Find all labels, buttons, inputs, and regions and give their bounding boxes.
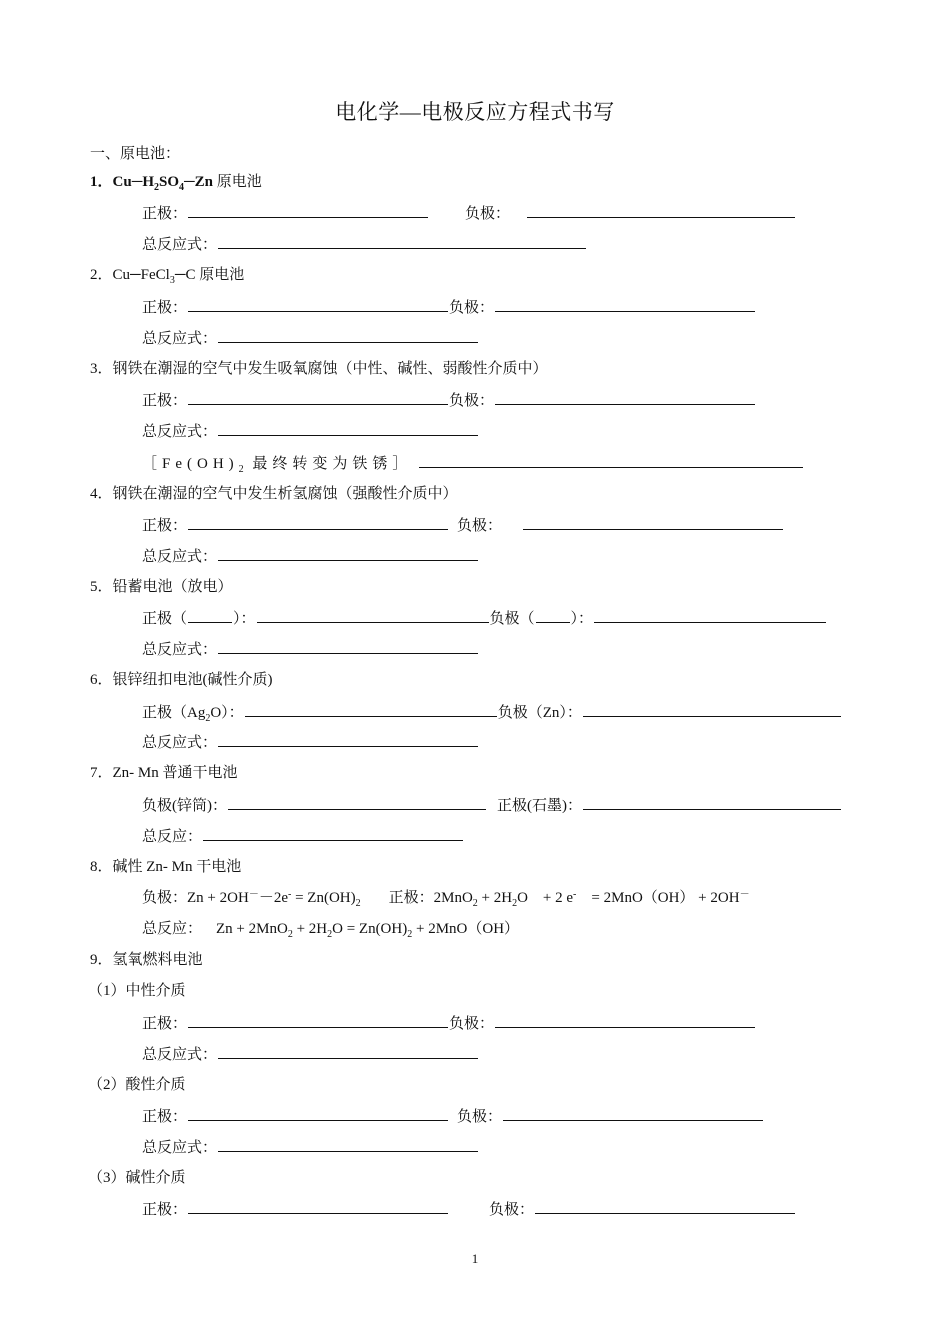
answer-blank[interactable]: [583, 701, 841, 717]
item-4-heading: 4．钢铁在潮湿的空气中发生析氢腐蚀（强酸性介质中）: [90, 486, 458, 502]
answer-blank[interactable]: [535, 1198, 795, 1214]
answer-blank[interactable]: [188, 514, 448, 530]
item-2-total: [142, 327, 479, 350]
answer-blank[interactable]: [523, 514, 783, 530]
answer-blank[interactable]: [218, 1136, 478, 1152]
answer-blank[interactable]: [245, 701, 497, 717]
negative-equation: Zn + 2OH: [187, 890, 249, 906]
item-6-total: [142, 731, 479, 754]
answer-blank[interactable]: [218, 1043, 478, 1059]
total-label: 总反应式：: [142, 331, 218, 347]
answer-blank[interactable]: [583, 794, 841, 810]
answer-blank[interactable]: [218, 545, 478, 561]
item-3-rust: [142, 452, 804, 475]
formula-sub: 2: [512, 898, 518, 909]
item-1-sub: 4: [179, 182, 185, 193]
answer-blank[interactable]: [594, 607, 826, 623]
item-6-electrodes: [142, 701, 842, 724]
formula-sub: 2: [287, 929, 293, 940]
item-9-sub-1: （1）中性介质: [88, 983, 186, 999]
item-1-number: 1．: [90, 174, 113, 190]
total-label: 总反应式：: [142, 549, 218, 565]
formula-sub: 2: [205, 713, 211, 724]
item-9-sub-2: （2）酸性介质: [88, 1077, 186, 1093]
item-9-1-total: [142, 1043, 479, 1066]
total-equation: Zn + 2MnO: [216, 921, 288, 937]
total-equation: + 2H: [292, 921, 328, 937]
answer-blank[interactable]: [218, 638, 478, 654]
total-label: 总反应式：: [142, 735, 218, 751]
item-2-sub: 3: [169, 275, 175, 286]
item-5-total: [142, 638, 479, 661]
charge-sup: -: [287, 889, 292, 900]
rust-text: 最终转变为铁锈］: [243, 456, 413, 472]
rust-sub: 2: [238, 464, 244, 475]
formula-sub: 2: [355, 898, 361, 909]
negative-label: 负极：: [457, 1109, 503, 1125]
section-heading: 一、原电池：: [90, 146, 181, 162]
item-2-heading: [90, 264, 244, 286]
positive-equation: + 2H: [477, 890, 513, 906]
item-7-total: [142, 825, 464, 848]
item-1-formula-part: SO: [159, 174, 180, 190]
answer-blank[interactable]: [536, 607, 570, 623]
negative-label: 负极：: [449, 300, 495, 316]
total-equation: O = Zn(OH): [332, 921, 408, 937]
negative-label-end: ）：: [570, 611, 594, 627]
positive-label: 正极：: [142, 206, 188, 222]
answer-blank[interactable]: [257, 607, 489, 623]
answer-blank[interactable]: [228, 794, 486, 810]
total-label: 总反应：: [142, 829, 203, 845]
negative-label: 负极：: [142, 890, 188, 906]
item-7-heading: 7．Zn- Mn 普通干电池: [90, 765, 238, 781]
answer-blank[interactable]: [188, 1105, 448, 1121]
formula-sub: 2: [407, 929, 413, 940]
positive-label-end: ）：: [233, 611, 256, 627]
negative-label: 负极：: [465, 206, 511, 222]
answer-blank[interactable]: [503, 1105, 763, 1121]
answer-blank[interactable]: [527, 202, 795, 218]
positive-label: 正极：: [142, 1109, 188, 1125]
positive-label: 正极(石墨)：: [497, 798, 582, 814]
positive-label-end: O）：: [210, 705, 244, 721]
item-8-total: [142, 918, 519, 940]
positive-label: 正极：: [142, 1016, 188, 1032]
total-label: 总反应式：: [142, 237, 218, 253]
positive-label: 正极：: [142, 393, 188, 409]
item-1-heading: [90, 171, 262, 193]
total-label: 总反应式：: [142, 1047, 218, 1063]
negative-label: 负极（: [489, 611, 535, 627]
total-equation: + 2MnO（OH）: [412, 921, 520, 937]
total-label: 总反应：: [142, 921, 203, 937]
item-9-1-electrodes: [142, 1012, 756, 1035]
item-1-suffix: 原电池: [213, 174, 262, 190]
formula-sub: 2: [472, 898, 478, 909]
item-2-formula-part: Cu─FeCl: [112, 267, 170, 283]
positive-equation: = 2MnO（OH） + 2OH: [576, 890, 740, 906]
page-title: 电化学—电极反应方程式书写: [335, 100, 615, 124]
total-label: 总反应式：: [142, 424, 218, 440]
item-8-heading: 8．碱性 Zn- Mn 干电池: [90, 859, 242, 875]
negative-label: 负极：: [457, 518, 503, 534]
item-2-number: 2．: [90, 267, 113, 283]
answer-blank[interactable]: [188, 1198, 448, 1214]
negative-label: 负极：: [449, 393, 495, 409]
answer-blank[interactable]: [188, 202, 428, 218]
item-4-total: [142, 545, 479, 568]
item-8-electrodes: [142, 887, 750, 909]
item-9-heading: 9．氢氧燃料电池: [90, 952, 203, 968]
item-4-electrodes: [142, 514, 784, 537]
answer-blank[interactable]: [218, 731, 478, 747]
item-1-formula-part: ─Zn: [184, 174, 213, 190]
negative-label: 负极（Zn）：: [497, 705, 582, 721]
total-label: 总反应式：: [142, 1140, 218, 1156]
positive-label: 正极：: [142, 300, 188, 316]
answer-blank[interactable]: [495, 389, 755, 405]
item-9-2-electrodes: [142, 1105, 764, 1128]
answer-blank[interactable]: [188, 389, 448, 405]
page-number: 1: [471, 1251, 479, 1266]
total-label: 总反应式：: [142, 642, 218, 658]
item-1-sub: 2: [154, 182, 159, 193]
answer-blank[interactable]: [203, 825, 463, 841]
item-7-electrodes: [142, 794, 842, 817]
item-5-electrodes: [142, 607, 827, 630]
answer-blank[interactable]: [218, 420, 478, 436]
positive-equation: 2MnO: [433, 890, 473, 906]
charge-sup: -: [573, 889, 577, 900]
item-3-total: [142, 420, 479, 443]
charge-sup: －: [739, 889, 750, 900]
item-6-heading: 6．银锌纽扣电池(碱性介质): [90, 672, 273, 688]
item-1-formula-part: Cu─H: [112, 174, 154, 190]
positive-label: 正极：: [388, 890, 434, 906]
formula-sub: 2: [327, 929, 333, 940]
answer-blank[interactable]: [188, 296, 448, 312]
item-1-electrodes: [142, 202, 796, 225]
positive-label: 正极（Ag: [142, 705, 206, 721]
negative-label: 负极：: [449, 1016, 495, 1032]
negative-equation: = Zn(OH): [291, 890, 356, 906]
item-3-heading: 3．钢铁在潮湿的空气中发生吸氧腐蚀（中性、碱性、弱酸性介质中）: [90, 361, 548, 377]
positive-label: 正极：: [142, 1202, 188, 1218]
item-2-electrodes: [142, 296, 756, 319]
positive-equation: O + 2 e: [517, 890, 574, 906]
answer-blank[interactable]: [188, 607, 232, 623]
positive-label: 正极（: [142, 611, 188, 627]
item-3-electrodes: [142, 389, 756, 412]
answer-blank[interactable]: [495, 296, 755, 312]
item-9-3-electrodes: [142, 1198, 796, 1221]
answer-blank[interactable]: [188, 1012, 448, 1028]
answer-blank[interactable]: [495, 1012, 755, 1028]
positive-label: 正极：: [142, 518, 188, 534]
rust-formula: ［Fe(OH): [142, 456, 239, 472]
charge-sup: －: [248, 889, 259, 900]
negative-equation: －2e: [258, 890, 288, 906]
negative-label: 负极(锌筒)：: [142, 798, 227, 814]
answer-blank[interactable]: [218, 233, 586, 249]
answer-blank[interactable]: [419, 452, 803, 468]
negative-label: 负极：: [489, 1202, 535, 1218]
item-1-total: [142, 233, 587, 256]
item-9-2-total: [142, 1136, 479, 1159]
item-9-sub-3: （3）碱性介质: [88, 1170, 186, 1186]
item-5-heading: 5．铅蓄电池（放电）: [90, 579, 233, 595]
answer-blank[interactable]: [218, 327, 478, 343]
item-2-formula-part: ─C 原电池: [174, 267, 245, 283]
